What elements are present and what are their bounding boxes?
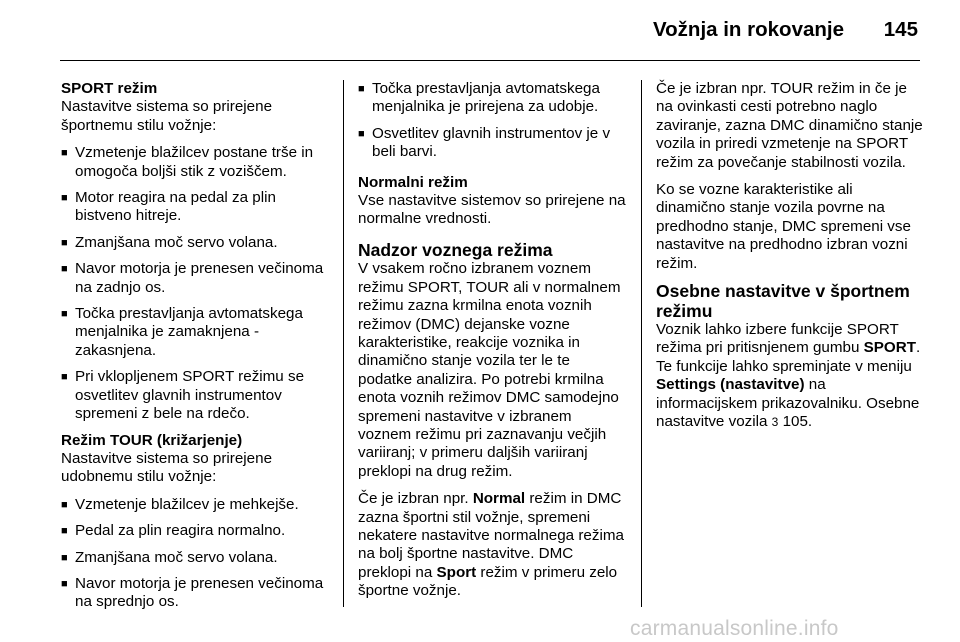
personal-settings-heading: Osebne nastavitve v športnem režimu	[656, 281, 910, 321]
bullet-icon: ■	[358, 83, 365, 95]
list-item: ■ Pri vklopljenem SPORT režimu se osvetlitev glavnih instrumentov spremeni z bele na rdečo.	[61, 368, 305, 423]
settings-menu-term: Settings (nastavitve)	[656, 376, 805, 394]
column-divider-2	[641, 80, 642, 607]
mode-control-heading: Nadzor voznega režima	[358, 239, 553, 260]
bullet-icon: ■	[61, 192, 68, 205]
list-item: ■ Zmanjšana moč servo volana.	[61, 548, 278, 566]
list-item: ■ Točka prestavljanja avtomatskega menjalnika je prirejena za udobje.	[358, 80, 600, 116]
page-number: 145	[883, 18, 918, 41]
header-divider	[60, 60, 920, 61]
normal-term: Normal	[472, 490, 526, 508]
page-header	[0, 0, 960, 62]
list-item: ■ Motor reagira na pedal za plin bistveno hitreje.	[61, 189, 276, 225]
bullet-icon: ■	[61, 263, 68, 276]
return-text: Ko se vozne karakteristike ali dinamično stanje vozila povrne na predhodno stanje, DMC spremeni vse nastavitve na predhodno izbran vozni režim.	[656, 181, 911, 272]
column-divider-1	[343, 80, 344, 607]
list-item: ■ Zmanjšana moč servo volana.	[61, 233, 278, 251]
sport-mode-intro: Nastavitve sistema so prirejene športnemu stilu vožnje:	[61, 98, 273, 134]
tour-mode-heading: Režim TOUR (križarjenje)	[61, 431, 243, 449]
bullet-icon: ■	[358, 127, 365, 140]
page-reference[interactable]: 105.	[778, 413, 813, 431]
bullet-icon: ■	[61, 577, 68, 590]
normal-mode-heading: Normalni režim	[358, 173, 468, 191]
sport-mode-heading: SPORT režim	[61, 80, 158, 97]
bullet-icon: ■	[61, 147, 68, 160]
bullet-icon: ■	[61, 551, 68, 564]
sport-button-term: SPORT	[863, 339, 916, 357]
bullet-icon: ■	[61, 236, 68, 249]
watermark: carmanualsonline.info	[630, 617, 839, 640]
list-item: ■ Točka prestavljanja avtomatskega menjalnika je zamaknjena - zakasnjena.	[61, 305, 303, 359]
list-item: ■ Pedal za plin reagira normalno.	[61, 522, 286, 540]
list-item: ■ Vzmetenje blažilcev je mehkejše.	[61, 495, 299, 513]
normal-example-text: Če je izbran npr. Normal režim in DMC zazna športni stil vožnje, spremeni nekatere nastavitve normalnega režima na bolj športne nastavitve. DMC preklopi na Sport režim v primeru zelo športne vožnje.	[358, 490, 624, 600]
list-item: ■ Osvetlitev glavnih instrumentov je v beli barvi.	[358, 124, 611, 161]
tour-example-text: Če je izbran npr. TOUR režim in če je na ovinkasti cesti potrebno naglo zaviranje, zazna DMC dinamično stanje vozila in priredi vzmetenje na SPORT režim za povečanje stabilnosti vozila.	[656, 80, 923, 171]
list-item: ■ Navor motorja je prenesen večinoma na zadnjo os.	[61, 260, 324, 296]
page-reference-icon: 3	[771, 415, 779, 430]
list-item: ■ Vzmetenje blažilcev postane trše in omogoča boljši stik z voziščem.	[61, 144, 314, 180]
chapter-title: Vožnja in rokovanje	[653, 18, 844, 41]
bullet-icon: ■	[61, 498, 68, 511]
list-item: ■ Navor motorja je prenesen večinoma na sprednjo os.	[61, 574, 324, 611]
mode-control-text: V vsakem ročno izbranem voznem režimu SPORT, TOUR ali v normalnem režimu zazna krmilna enota voznih režimov (DMC) dejanske vozne karakteristike, reakcije voznika in dinamično stanje vozila ter le te podatke analizira. Po potrebi krmilna enota voznih režimov DMC samodejno spremeni nastavitve v izbranem voznem režimu pri zaznavanju večjih variiranj; v primeru daljših variiranj preklopi na drug režim.	[358, 260, 621, 480]
sport-term: Sport	[436, 563, 477, 581]
tour-mode-intro: Nastavitve sistema so prirejene udobnemu stilu vožnje:	[61, 449, 273, 486]
column-2	[358, 80, 626, 610]
normal-mode-text: Vse nastavitve sistemov so prirejene na normalne vrednosti.	[358, 192, 626, 228]
bullet-icon: ■	[61, 371, 68, 384]
bullet-icon: ■	[61, 308, 68, 321]
column-3	[656, 80, 926, 441]
column-1	[61, 80, 329, 620]
bullet-icon: ■	[61, 525, 68, 538]
personal-settings-text: Voznik lahko izbere funkcije SPORT režima pri pritisnjenem gumbu SPORT. Te funkcije lahko spreminjate v meniju Settings (nastavitve) na informacijskem prikazovalniku. Osebne nastavitve vozila 3 105.	[656, 321, 921, 431]
